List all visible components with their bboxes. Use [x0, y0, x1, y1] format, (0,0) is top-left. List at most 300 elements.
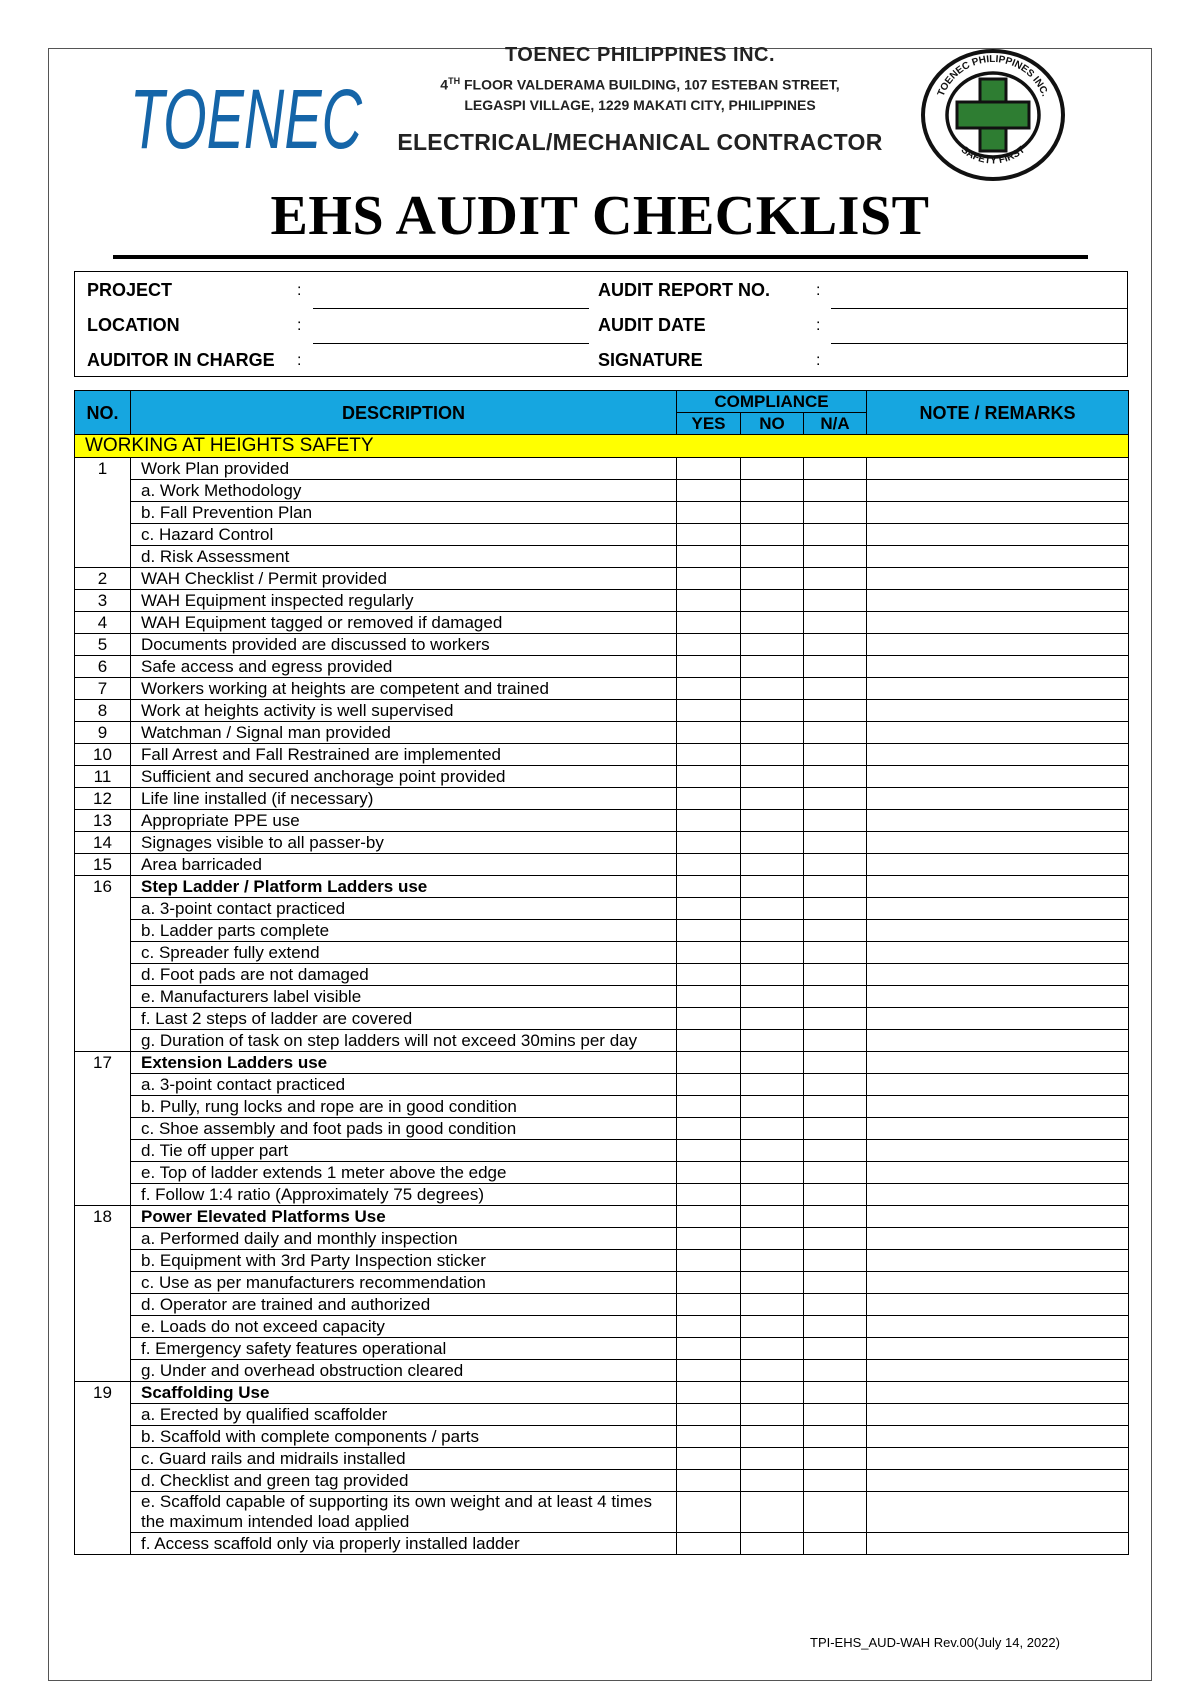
- no-cell[interactable]: [741, 920, 804, 942]
- yes-cell[interactable]: [677, 656, 741, 678]
- item-number: 3: [75, 590, 131, 612]
- na-cell[interactable]: [804, 1118, 867, 1140]
- yes-cell[interactable]: [677, 1492, 741, 1533]
- na-cell[interactable]: [804, 1492, 867, 1533]
- na-cell[interactable]: [804, 942, 867, 964]
- no-cell[interactable]: [741, 700, 804, 722]
- na-cell[interactable]: [804, 568, 867, 590]
- table-row: [75, 854, 1129, 876]
- table-row: [75, 744, 1129, 766]
- location-label: LOCATION: [87, 315, 180, 335]
- item-description: b. Fall Prevention Plan: [131, 502, 677, 524]
- no-cell[interactable]: [741, 1096, 804, 1118]
- yes-cell[interactable]: [677, 1030, 741, 1052]
- yes-cell[interactable]: [677, 700, 741, 722]
- item-number: 7: [75, 678, 131, 700]
- yes-cell[interactable]: [677, 568, 741, 590]
- remarks-cell[interactable]: [867, 1448, 1129, 1470]
- no-cell[interactable]: [741, 1338, 804, 1360]
- remarks-cell[interactable]: [867, 634, 1129, 656]
- yes-cell[interactable]: [677, 1250, 741, 1272]
- yes-cell[interactable]: [677, 1096, 741, 1118]
- na-cell[interactable]: [804, 832, 867, 854]
- item-description: d. Tie off upper part: [131, 1140, 677, 1162]
- no-cell[interactable]: [741, 546, 804, 568]
- item-number: [75, 502, 131, 524]
- remarks-cell[interactable]: [867, 1426, 1129, 1448]
- colon: :: [297, 352, 302, 369]
- remarks-cell[interactable]: [867, 1470, 1129, 1492]
- svg-text:SAFETY FIRST: SAFETY FIRST: [958, 144, 1028, 167]
- remarks-cell[interactable]: [867, 590, 1129, 612]
- col-yes-header: YES: [677, 413, 741, 435]
- remarks-cell[interactable]: [867, 458, 1129, 480]
- table-row: [75, 1272, 1129, 1294]
- yes-cell[interactable]: [677, 1228, 741, 1250]
- remarks-cell[interactable]: [867, 1052, 1129, 1074]
- table-row: [75, 722, 1129, 744]
- yes-cell[interactable]: [677, 744, 741, 766]
- report-no-field[interactable]: [831, 308, 1127, 309]
- item-number: 12: [75, 788, 131, 810]
- no-cell[interactable]: [741, 810, 804, 832]
- no-cell[interactable]: [741, 1533, 804, 1555]
- item-description: Documents provided are discussed to workers: [131, 634, 677, 656]
- remarks-cell[interactable]: [867, 1294, 1129, 1316]
- yes-cell[interactable]: [677, 1426, 741, 1448]
- yes-cell[interactable]: [677, 634, 741, 656]
- yes-cell[interactable]: [677, 1074, 741, 1096]
- no-cell[interactable]: [741, 568, 804, 590]
- table-row: [75, 898, 1129, 920]
- item-description: b. Pully, rung locks and rope are in good condition: [131, 1096, 677, 1118]
- na-cell[interactable]: [804, 1426, 867, 1448]
- item-number: 9: [75, 722, 131, 744]
- remarks-cell[interactable]: [867, 898, 1129, 920]
- remarks-cell[interactable]: [867, 1162, 1129, 1184]
- table-row: [75, 1030, 1129, 1052]
- na-cell[interactable]: [804, 1228, 867, 1250]
- item-number: 1: [75, 458, 131, 480]
- item-number: [75, 1228, 131, 1250]
- na-cell[interactable]: [804, 1533, 867, 1555]
- table-row: [75, 1533, 1129, 1555]
- item-description: a. Work Methodology: [131, 480, 677, 502]
- na-cell[interactable]: [804, 1338, 867, 1360]
- na-cell[interactable]: [804, 590, 867, 612]
- project-field[interactable]: [313, 308, 589, 309]
- yes-cell[interactable]: [677, 920, 741, 942]
- na-cell[interactable]: [804, 898, 867, 920]
- table-row: [75, 1426, 1129, 1448]
- na-cell[interactable]: [804, 612, 867, 634]
- no-cell[interactable]: [741, 766, 804, 788]
- na-cell[interactable]: [804, 1074, 867, 1096]
- no-cell[interactable]: [741, 722, 804, 744]
- na-cell[interactable]: [804, 1250, 867, 1272]
- na-cell[interactable]: [804, 1184, 867, 1206]
- na-cell[interactable]: [804, 502, 867, 524]
- audit-date-field[interactable]: [831, 343, 1127, 344]
- table-row: [75, 458, 1129, 480]
- remarks-cell[interactable]: [867, 854, 1129, 876]
- item-number: 10: [75, 744, 131, 766]
- remarks-cell[interactable]: [867, 1360, 1129, 1382]
- no-cell[interactable]: [741, 1074, 804, 1096]
- na-cell[interactable]: [804, 634, 867, 656]
- item-description: a. Erected by qualified scaffolder: [131, 1404, 677, 1426]
- item-description: d. Foot pads are not damaged: [131, 964, 677, 986]
- address-line-1: 4TH FLOOR VALDERAMA BUILDING, 107 ESTEBAN STREET,: [440, 76, 840, 93]
- remarks-cell[interactable]: [867, 810, 1129, 832]
- yes-cell[interactable]: [677, 1470, 741, 1492]
- item-description: WAH Equipment inspected regularly: [131, 590, 677, 612]
- title-underline: [113, 255, 1088, 259]
- no-cell[interactable]: [741, 832, 804, 854]
- item-number: [75, 1470, 131, 1492]
- na-cell[interactable]: [804, 1206, 867, 1228]
- no-cell[interactable]: [741, 1140, 804, 1162]
- yes-cell[interactable]: [677, 1360, 741, 1382]
- yes-cell[interactable]: [677, 612, 741, 634]
- colon: :: [816, 352, 821, 369]
- yes-cell[interactable]: [677, 1052, 741, 1074]
- item-number: [75, 1360, 131, 1382]
- item-number: [75, 1184, 131, 1206]
- na-cell[interactable]: [804, 1052, 867, 1074]
- remarks-cell[interactable]: [867, 766, 1129, 788]
- table-row: [75, 634, 1129, 656]
- no-cell[interactable]: [741, 656, 804, 678]
- item-description: a. 3-point contact practiced: [131, 1074, 677, 1096]
- table-row: [75, 1448, 1129, 1470]
- col-compliance-header: COMPLIANCE: [677, 391, 867, 413]
- no-cell[interactable]: [741, 1228, 804, 1250]
- item-number: 5: [75, 634, 131, 656]
- item-number: [75, 920, 131, 942]
- item-number: 8: [75, 700, 131, 722]
- yes-cell[interactable]: [677, 1206, 741, 1228]
- item-number: [75, 1338, 131, 1360]
- no-cell[interactable]: [741, 502, 804, 524]
- remarks-cell[interactable]: [867, 678, 1129, 700]
- no-cell[interactable]: [741, 1404, 804, 1426]
- item-description: f. Access scaffold only via properly installed ladder: [131, 1533, 677, 1555]
- remarks-cell[interactable]: [867, 1404, 1129, 1426]
- item-description: e. Top of ladder extends 1 meter above the edge: [131, 1162, 677, 1184]
- safety-seal-logo: [918, 46, 1068, 184]
- item-description: b. Equipment with 3rd Party Inspection sticker: [131, 1250, 677, 1272]
- no-cell[interactable]: [741, 590, 804, 612]
- table-row: [75, 590, 1129, 612]
- remarks-cell[interactable]: [867, 1338, 1129, 1360]
- yes-cell[interactable]: [677, 502, 741, 524]
- na-cell[interactable]: [804, 1140, 867, 1162]
- remarks-cell[interactable]: [867, 1140, 1129, 1162]
- no-cell[interactable]: [741, 1426, 804, 1448]
- na-cell[interactable]: [804, 876, 867, 898]
- remarks-cell[interactable]: [867, 986, 1129, 1008]
- item-description: c. Use as per manufacturers recommendation: [131, 1272, 677, 1294]
- audit-date-label: AUDIT DATE: [598, 315, 706, 335]
- item-description: Watchman / Signal man provided: [131, 722, 677, 744]
- remarks-cell[interactable]: [867, 920, 1129, 942]
- na-cell[interactable]: [804, 1096, 867, 1118]
- yes-cell[interactable]: [677, 1118, 741, 1140]
- remarks-cell[interactable]: [867, 964, 1129, 986]
- yes-cell[interactable]: [677, 876, 741, 898]
- item-number: [75, 1250, 131, 1272]
- no-cell[interactable]: [741, 1162, 804, 1184]
- item-number: [75, 1533, 131, 1555]
- remarks-cell[interactable]: [867, 1184, 1129, 1206]
- table-row: [75, 986, 1129, 1008]
- col-no-header: NO.: [75, 391, 131, 435]
- yes-cell[interactable]: [677, 1338, 741, 1360]
- item-number: [75, 1162, 131, 1184]
- no-cell[interactable]: [741, 964, 804, 986]
- remarks-cell[interactable]: [867, 1096, 1129, 1118]
- yes-cell[interactable]: [677, 788, 741, 810]
- yes-cell[interactable]: [677, 1272, 741, 1294]
- na-cell[interactable]: [804, 700, 867, 722]
- item-description: d. Operator are trained and authorized: [131, 1294, 677, 1316]
- no-cell[interactable]: [741, 942, 804, 964]
- item-description: g. Under and overhead obstruction cleared: [131, 1360, 677, 1382]
- no-cell[interactable]: [741, 458, 804, 480]
- remarks-cell[interactable]: [867, 1250, 1129, 1272]
- col-description-header: DESCRIPTION: [131, 391, 677, 435]
- table-row: [75, 920, 1129, 942]
- yes-cell[interactable]: [677, 854, 741, 876]
- na-cell[interactable]: [804, 1448, 867, 1470]
- table-row: [75, 1008, 1129, 1030]
- yes-cell[interactable]: [677, 810, 741, 832]
- document-revision: TPI-EHS_AUD-WAH Rev.00(July 14, 2022): [810, 1635, 1060, 1650]
- yes-cell[interactable]: [677, 964, 741, 986]
- item-description: Signages visible to all passer-by: [131, 832, 677, 854]
- yes-cell[interactable]: [677, 480, 741, 502]
- na-cell[interactable]: [804, 1470, 867, 1492]
- no-cell[interactable]: [741, 1316, 804, 1338]
- logo-text: TOENEC: [130, 72, 363, 166]
- no-cell[interactable]: [741, 480, 804, 502]
- remarks-cell[interactable]: [867, 876, 1129, 898]
- na-cell[interactable]: [804, 744, 867, 766]
- colon: :: [297, 282, 302, 299]
- remarks-cell[interactable]: [867, 1382, 1129, 1404]
- remarks-cell[interactable]: [867, 1492, 1129, 1533]
- no-cell[interactable]: [741, 854, 804, 876]
- item-description: WAH Checklist / Permit provided: [131, 568, 677, 590]
- section-row: [75, 435, 1129, 458]
- no-cell[interactable]: [741, 1118, 804, 1140]
- no-cell[interactable]: [741, 986, 804, 1008]
- item-number: 15: [75, 854, 131, 876]
- remarks-cell[interactable]: [867, 524, 1129, 546]
- item-number: [75, 480, 131, 502]
- item-description: c. Spreader fully extend: [131, 942, 677, 964]
- item-description: e. Scaffold capable of supporting its own weight and at least 4 times the maximum intended load applied: [131, 1492, 677, 1533]
- remarks-cell[interactable]: [867, 612, 1129, 634]
- no-cell[interactable]: [741, 678, 804, 700]
- remarks-cell[interactable]: [867, 1008, 1129, 1030]
- no-cell[interactable]: [741, 1030, 804, 1052]
- yes-cell[interactable]: [677, 546, 741, 568]
- remarks-cell[interactable]: [867, 744, 1129, 766]
- remarks-cell[interactable]: [867, 656, 1129, 678]
- yes-cell[interactable]: [677, 1316, 741, 1338]
- no-cell[interactable]: [741, 1294, 804, 1316]
- remarks-cell[interactable]: [867, 502, 1129, 524]
- yes-cell[interactable]: [677, 1184, 741, 1206]
- no-cell[interactable]: [741, 634, 804, 656]
- na-cell[interactable]: [804, 458, 867, 480]
- remarks-cell[interactable]: [867, 1316, 1129, 1338]
- table-row: [75, 1096, 1129, 1118]
- no-cell[interactable]: [741, 1250, 804, 1272]
- yes-cell[interactable]: [677, 722, 741, 744]
- toenec-logo: [130, 48, 370, 168]
- item-description: Safe access and egress provided: [131, 656, 677, 678]
- yes-cell[interactable]: [677, 1448, 741, 1470]
- na-cell[interactable]: [804, 854, 867, 876]
- no-cell[interactable]: [741, 1052, 804, 1074]
- no-cell[interactable]: [741, 1448, 804, 1470]
- na-cell[interactable]: [804, 480, 867, 502]
- item-number: 18: [75, 1206, 131, 1228]
- na-cell[interactable]: [804, 1360, 867, 1382]
- yes-cell[interactable]: [677, 1162, 741, 1184]
- na-cell[interactable]: [804, 524, 867, 546]
- no-cell[interactable]: [741, 1492, 804, 1533]
- na-cell[interactable]: [804, 1272, 867, 1294]
- remarks-cell[interactable]: [867, 942, 1129, 964]
- na-cell[interactable]: [804, 722, 867, 744]
- colon: :: [816, 317, 821, 334]
- yes-cell[interactable]: [677, 524, 741, 546]
- na-cell[interactable]: [804, 656, 867, 678]
- auditor-label: AUDITOR IN CHARGE: [87, 350, 275, 370]
- table-row: [75, 1338, 1129, 1360]
- no-cell[interactable]: [741, 1206, 804, 1228]
- yes-cell[interactable]: [677, 1294, 741, 1316]
- na-cell[interactable]: [804, 1316, 867, 1338]
- no-cell[interactable]: [741, 744, 804, 766]
- col-na-header: N/A: [804, 413, 867, 435]
- no-cell[interactable]: [741, 612, 804, 634]
- item-number: [75, 1492, 131, 1533]
- yes-cell[interactable]: [677, 1533, 741, 1555]
- item-description: Life line installed (if necessary): [131, 788, 677, 810]
- no-cell[interactable]: [741, 1470, 804, 1492]
- remarks-cell[interactable]: [867, 1118, 1129, 1140]
- na-cell[interactable]: [804, 986, 867, 1008]
- table-row: [75, 810, 1129, 832]
- remarks-cell[interactable]: [867, 832, 1129, 854]
- remarks-cell[interactable]: [867, 1533, 1129, 1555]
- yes-cell[interactable]: [677, 1140, 741, 1162]
- no-cell[interactable]: [741, 1008, 804, 1030]
- yes-cell[interactable]: [677, 766, 741, 788]
- item-description: c. Guard rails and midrails installed: [131, 1448, 677, 1470]
- no-cell[interactable]: [741, 1382, 804, 1404]
- na-cell[interactable]: [804, 1294, 867, 1316]
- location-field[interactable]: [313, 343, 589, 344]
- na-cell[interactable]: [804, 678, 867, 700]
- item-number: [75, 1316, 131, 1338]
- remarks-cell[interactable]: [867, 722, 1129, 744]
- yes-cell[interactable]: [677, 458, 741, 480]
- item-description: d. Risk Assessment: [131, 546, 677, 568]
- no-cell[interactable]: [741, 898, 804, 920]
- yes-cell[interactable]: [677, 942, 741, 964]
- yes-cell[interactable]: [677, 832, 741, 854]
- yes-cell[interactable]: [677, 590, 741, 612]
- remarks-cell[interactable]: [867, 1030, 1129, 1052]
- item-description: g. Duration of task on step ladders will not exceed 30mins per day: [131, 1030, 677, 1052]
- item-number: 6: [75, 656, 131, 678]
- no-cell[interactable]: [741, 524, 804, 546]
- table-row: [75, 1404, 1129, 1426]
- yes-cell[interactable]: [677, 1008, 741, 1030]
- item-description: f. Follow 1:4 ratio (Approximately 75 degrees): [131, 1184, 677, 1206]
- remarks-cell[interactable]: [867, 788, 1129, 810]
- na-cell[interactable]: [804, 810, 867, 832]
- item-number: 14: [75, 832, 131, 854]
- yes-cell[interactable]: [677, 1404, 741, 1426]
- remarks-cell[interactable]: [867, 1206, 1129, 1228]
- no-cell[interactable]: [741, 1360, 804, 1382]
- remarks-cell[interactable]: [867, 1228, 1129, 1250]
- item-number: [75, 898, 131, 920]
- remarks-cell[interactable]: [867, 1272, 1129, 1294]
- remarks-cell[interactable]: [867, 480, 1129, 502]
- na-cell[interactable]: [804, 964, 867, 986]
- yes-cell[interactable]: [677, 898, 741, 920]
- yes-cell[interactable]: [677, 1382, 741, 1404]
- item-description: Power Elevated Platforms Use: [131, 1206, 677, 1228]
- item-description: a. 3-point contact practiced: [131, 898, 677, 920]
- table-row: [75, 1470, 1129, 1492]
- yes-cell[interactable]: [677, 678, 741, 700]
- na-cell[interactable]: [804, 766, 867, 788]
- na-cell[interactable]: [804, 546, 867, 568]
- remarks-cell[interactable]: [867, 1074, 1129, 1096]
- project-label: PROJECT: [87, 280, 173, 300]
- na-cell[interactable]: [804, 788, 867, 810]
- na-cell[interactable]: [804, 1162, 867, 1184]
- no-cell[interactable]: [741, 1184, 804, 1206]
- na-cell[interactable]: [804, 920, 867, 942]
- na-cell[interactable]: [804, 1404, 867, 1426]
- yes-cell[interactable]: [677, 986, 741, 1008]
- table-row: [75, 964, 1129, 986]
- na-cell[interactable]: [804, 1382, 867, 1404]
- item-description: e. Loads do not exceed capacity: [131, 1316, 677, 1338]
- na-cell[interactable]: [804, 1008, 867, 1030]
- item-number: [75, 1448, 131, 1470]
- table-row: [75, 788, 1129, 810]
- no-cell[interactable]: [741, 876, 804, 898]
- remarks-cell[interactable]: [867, 700, 1129, 722]
- remarks-cell[interactable]: [867, 546, 1129, 568]
- no-cell[interactable]: [741, 1272, 804, 1294]
- na-cell[interactable]: [804, 1030, 867, 1052]
- remarks-cell[interactable]: [867, 568, 1129, 590]
- no-cell[interactable]: [741, 788, 804, 810]
- table-row: [75, 1492, 1129, 1533]
